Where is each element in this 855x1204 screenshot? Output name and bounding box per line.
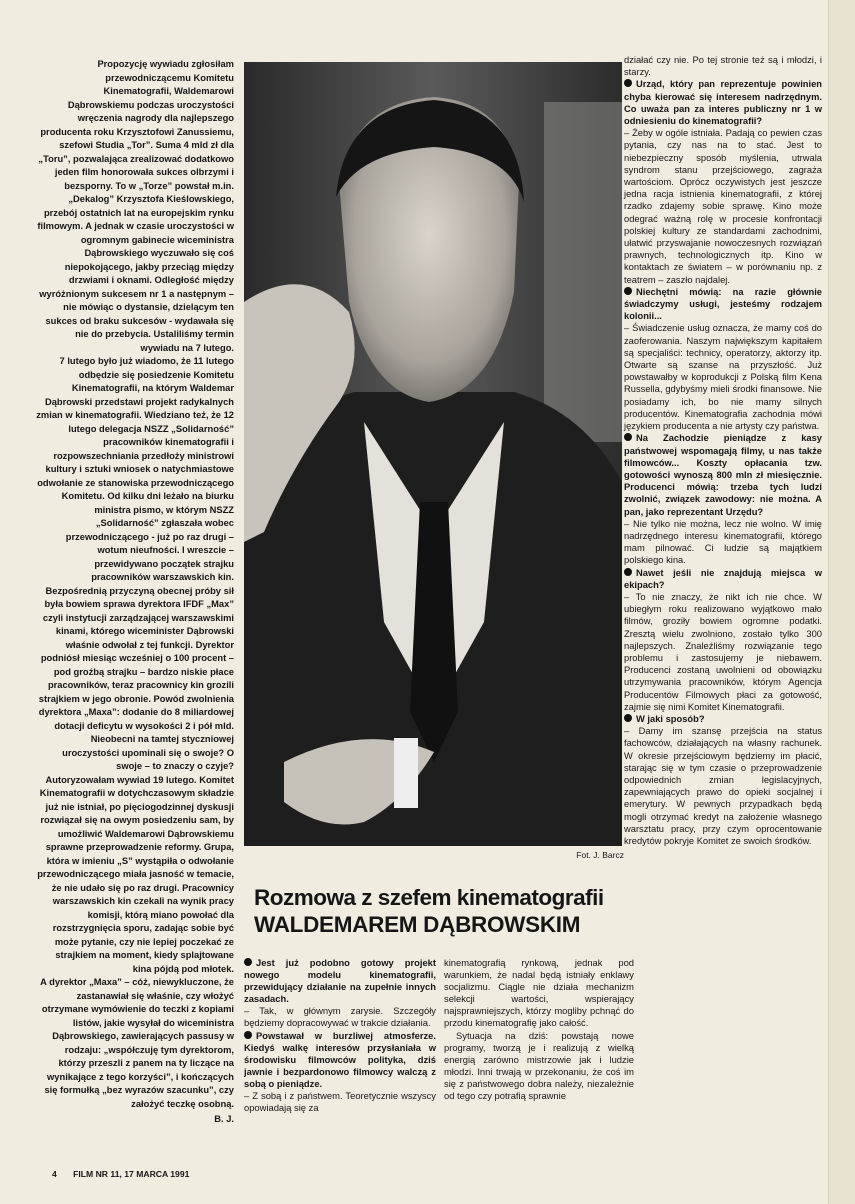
portrait-photo bbox=[244, 62, 622, 846]
intro-column bbox=[36, 58, 234, 1190]
answer: – Świadczenie usług oznacza, że mamy coś do zaoferowania. Naszym największym kapitałem są specjaliści: technicy, operatorzy, aktorzy itp. Otwarte są szanse na przyszłość. Już powstawałby w koprodukcji z Polską film Kena Russella, gdybyśmy mieli środki finansowe. Nie posiadamy ich, bo nie mamy silnych producentów. Kinematografia zachodnia mówi językiem producenta a nie artysty czy państwa. bbox=[624, 323, 822, 432]
intro-paragraph-1: Propozycję wywiadu zgłosiłam przewodniczącemu Komitetu Kinematografii, Waldemarowi Dąbrowskiemu podczas uroczystości wręczenia nagrody dla najlepszego producenta roku Krzysztofowi Zanussiemu, szefowi Studia „Tor”. Suma 4 mld zł dla „Toru”, pozwalająca zrealizować dodatkowo jeden film honorowała sukces olbrzymi i bezsporny. To w „Torze” powstał m.in. „Dekalog” Krzysztofa Kieślowskiego, przebój ostatnich lat na europejskim rynku filmowym. A jednak w czasie uroczystości w ogromnym gabinecie wiceministra Dąbrowskiego wyczuwało się coś niepokojącego, jakby przeciąg między drzwiami i oknami. Odległość między wyróżnionym sukcesem nr 1 a następnym – nie mówiąc o dystansie, dzielącym ten sukces od braku sukcesów - wydawała się nie do przebycia. Ustaliliśmy termin wywiadu na 7 lutego. bbox=[37, 59, 234, 353]
answer: – Damy im szansę przejścia na status fachowców, działających na własny rachunek. W okresie przejściowym będziemy im płacić, starając się w tym czasie o przeprowadzenie odpowiednich zmian legislacyjnych, zapewniających prawo do opieki socjalnej i emerytury. W pewnych przypadkach będą mogli otrzymać kredyt na założenie własnego warsztatu pracy, przy czym oprocentowanie kredytów pokryje Komitet ze swoich środków. bbox=[624, 726, 822, 846]
bullet-icon bbox=[244, 958, 252, 966]
question: Powstawał w burzliwej atmosferze. Kiedyś walkę interesów przysłaniała w środowisku filmowców polityka, dziś jawnie i bezpardonowo filmowcy walczą z sobą o pieniądze. bbox=[244, 1029, 436, 1089]
intro-paragraph-3: Autoryzowałam wywiad 19 lutego. Komitet Kinematografii w dotychczasowym składzie już nie istniał, po pięciogodzinnej dyskusji rozwiązał się na owym posiedzeniu sam, by umożliwić Waldemarowi Dąbrowskiemu sprawne przeprowadzenie reformy. Grupa, która w imieniu „S” wystąpiła o odwołanie przewodniczącego miała jasność w temacie, że nie udało się po raz drugi. Pracownicy warszawskich kin czekali na wynik pracy komisji, którą miano powołać dla rozstrzygnięcia sporu, zadając sobie być może pytanie, czy nie lepiej poczekać ze strajkiem na moment, kiedy splajtowane kina pójdą pod młotek. bbox=[37, 774, 234, 974]
bullet-icon bbox=[624, 79, 632, 87]
answer: działać czy nie. Po tej stronie też są i młodzi, i starzy. bbox=[624, 55, 822, 78]
portrait-image bbox=[244, 62, 622, 846]
question: Nawet jeśli nie znajdują miejsca w ekipach? bbox=[624, 567, 822, 590]
answer: Sytuacja na dziś: powstają nowe programy, tworzą je i realizują z wielką energią zarówno mistrzowie jak i ludzie młodzi. Inni trwają w przekonaniu, że coś im się z państwowego dobra należy, niezależnie od tego czy potrafią sprawnie bbox=[444, 1029, 634, 1102]
photo-credit: Fot. J. Barcz bbox=[576, 850, 624, 860]
intro-paragraph-2: 7 lutego było już wiadomo, że 11 lutego odbędzie się posiedzenie Komitetu Kinematografii, na którym Waldemar Dąbrowski przedstawi projekt radykalnych zmian w kinematografii. Wiedziano też, że 12 lutego delegacja NSZZ „Solidarność” pracowników kinematografii i rozpowszechniania przedłoży ministrowi kultury i sztuki wniosek o natychmiastowe odwołanie ze stanowiska przewodniczącego Komitetu. Od kilku dni leżało na biurku ministra pismo, w którym NSZZ „Solidarność” zgłaszała wobec przewodniczącego - już po raz drugi – wotum nieufności. I wreszcie – przewidywano początek strajku pracowników warszawskich kin. Bezpośrednią przyczyną obecnej próby sił była bowiem sprawa dyrektora IFDF „Max” czyli instytucji zarządzającej warszawskimi kinami, którego wiceminister Dąbrowski właśnie odwołał z tej funkcji. Dyrektor podniósł miesiąc wcześniej o 100 procent – pod groźbą strajku – bardzo niskie płace pracowników, teraz pracownicy kin grozili strajkiem w jego obronie. Powód zwolnienia dyrektora „Maxa”: dodanie do 8 miliardowej dotacji deficytu w wysokości 2 i pół mld. Nieobecni na tamtej styczniowej uroczystości upominali się o swoje? O swoje – to znaczy o czyje? bbox=[36, 356, 234, 771]
question: W jaki sposób? bbox=[624, 713, 822, 725]
bullet-icon bbox=[244, 1031, 252, 1039]
interview-column-2 bbox=[444, 957, 634, 1102]
bullet-icon bbox=[624, 714, 632, 722]
answer: – Żeby w ogóle istniała. Padają co pewien czas pytania, czy nas na to stać. Jest to niebezpieczny sposób myślenia, utrwala syndrom stanu przejściowego, zagraża wartościom. Oprócz oczywistych jest jeszcze jedna racja istnienia kinematografii, z której rzadko zdajemy sobie sprawę. Kino może odegrać ważną rolę w procesie konfrontacji polskiej kultury ze standardami zachodnimi, ułatwić przyswajanie nowoczesnych rozwiązań prawnych, technologicznych itp. Kino w kontaktach ze światem – w porównaniu np. z teatrem – zaszło najdalej. bbox=[624, 128, 822, 285]
answer: – Z sobą i z państwem. Teoretycznie wszyscy opowiadają się za bbox=[244, 1090, 436, 1114]
question: Na Zachodzie pieniądze z kasy państwowej wspomagają filmy, u nas także filmowców... Koszty opłacania tzw. gotowości wynoszą 800 mln zł miesięcznie. Producenci mówią: trzeba tych ludzi zwolnić, związek zawodowy: nie można. A pan, jako reprezentant Urzędu? bbox=[624, 433, 822, 517]
bullet-icon bbox=[624, 287, 632, 295]
bullet-icon bbox=[624, 433, 632, 441]
page-number: 4 bbox=[52, 1169, 57, 1179]
headline-line-1: Rozmowa z szefem kinematografii bbox=[254, 885, 604, 910]
page-edge bbox=[828, 0, 855, 1204]
bullet-icon bbox=[624, 568, 632, 576]
question: Jest już podobno gotowy projekt nowego modelu kinematografii, przewidujący działanie na zupełnie innych zasadach. bbox=[244, 957, 436, 1005]
answer: – To nie znaczy, że nikt ich nie chce. W ubiegłym roku realizowano wyjątkowo mało filmów, groziły bowiem ogromne podatki. Zresztą wielu zwolniono, zostało tylko 300 najlepszych. Znaleźliśmy rozwiązanie tego problemu i zastosujemy je niebawem. Producenci zostaną uwolnieni od obowiązku utrzymywania pracowników, którym Agencja Producentów Filmowych płaci za gotowość, zajmie się nimi Komitet Kinematografii. bbox=[624, 591, 822, 712]
answer: kinematografią rynkową, jednak pod warunkiem, że nadal będą istniały enklawy socjalizmu. Ciągle nie działa mechanizm selekcji wartości, wspierający najsprawniejszych, którzy mogliby pchnąć do przodu kinematografię jako całość. bbox=[444, 957, 634, 1029]
answer: – Nie tylko nie można, lecz nie wolno. W imię nadrzędnego interesu kinematografii, którego mam pilnować. Ci ludzie są majątkiem polskiego kina. bbox=[624, 518, 822, 566]
interview-column-3 bbox=[624, 54, 822, 847]
article-headline bbox=[254, 884, 630, 938]
question: Niechętni mówią: na razie głównie świadczymy usługi, jesteśmy rodzajem kolonii... bbox=[624, 286, 822, 322]
interview-column-1 bbox=[244, 957, 436, 1114]
page-footer bbox=[52, 1169, 189, 1179]
issue-info: FILM NR 11, 17 MARCA 1991 bbox=[73, 1169, 190, 1179]
answer: – Tak, w głównym zarysie. Szczegóły będziemy dopracowywać w trakcie działania. bbox=[244, 1005, 436, 1029]
intro-paragraph-4: A dyrektor „Maxa” – cóż, niewykluczone, że zastanawiał się właśnie, czy włożyć otrzymane wymówienie do teczki z kopiami listów, jakie wysyłał do wiceministra Dąbrowskiego, zawierających passusy w rodzaju: „współczuję tym dyrektorom, którzy przeszli z panem na ty liczące na wynikające z tego korzyści”, i kończących się formułką „bez wyrazów szacunku”, czy założyć teczkę osobną. bbox=[40, 977, 234, 1109]
headline-line-2: WALDEMAREM DĄBROWSKIM bbox=[254, 912, 581, 937]
question: Urząd, który pan reprezentuje powinien chyba kierować się interesem nadrzędnym. Co uważa pan za interes publiczny nr 1 w odniesieniu do kinematografii? bbox=[624, 79, 822, 127]
author-signature: B. J. bbox=[214, 1114, 234, 1124]
